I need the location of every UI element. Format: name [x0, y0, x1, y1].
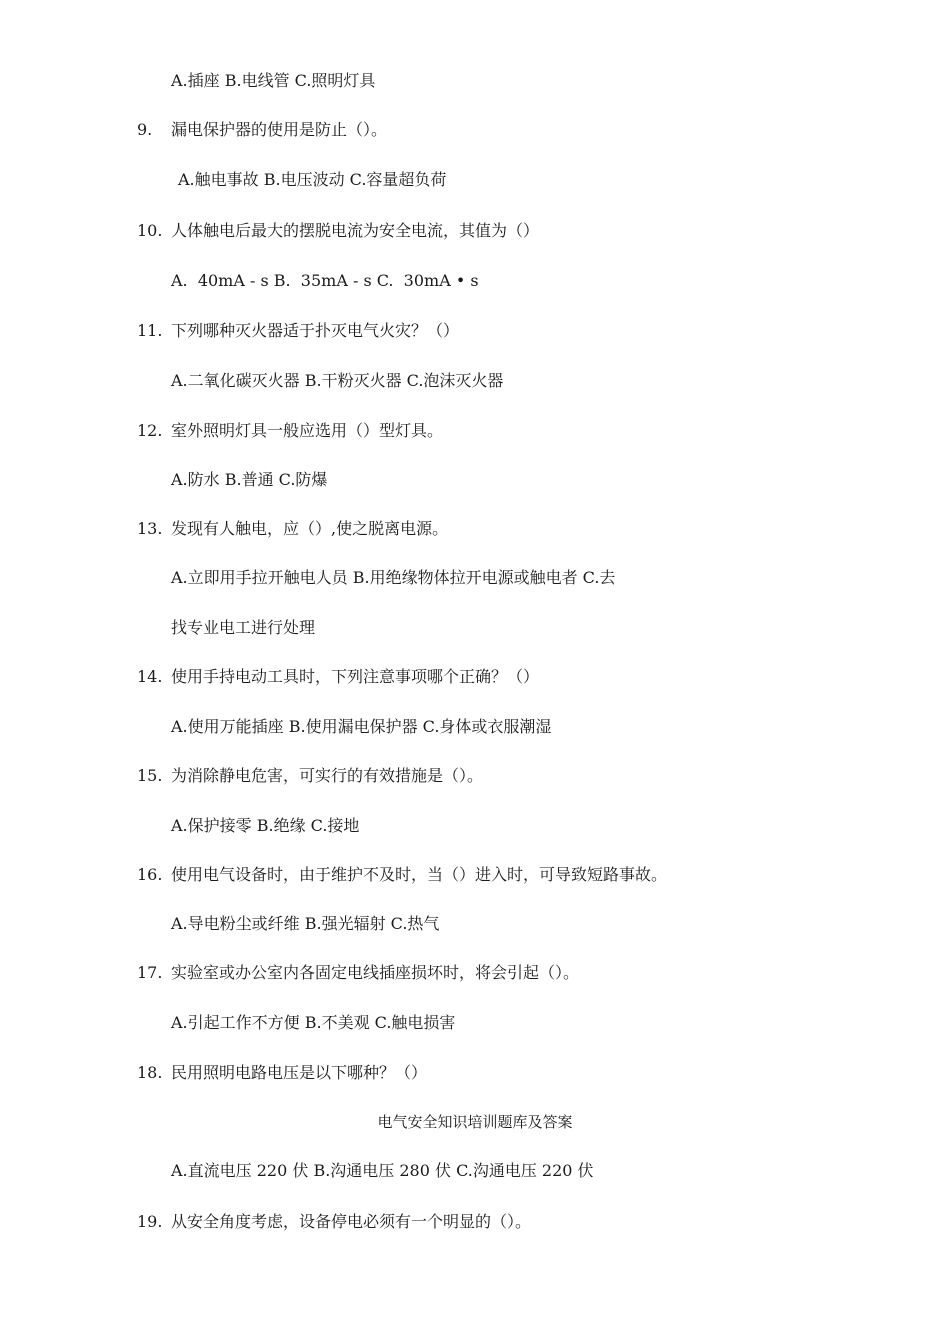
option-text: A.导电粉尘或纤维 B.强光辐射 C.热气	[171, 914, 440, 933]
question-number: 13.	[137, 519, 163, 538]
question-text: 人体触电后最大的摆脱电流为安全电流，其值为（）	[171, 221, 540, 240]
question-14	[137, 666, 539, 688]
option-text: A.直流电压 220 伏 B.沟通电压 280 伏 C.沟通电压 220 伏	[171, 1161, 594, 1180]
answer-options-10	[171, 270, 479, 292]
option-text: A.保护接零 B.绝缘 C.接地	[171, 816, 360, 835]
question-number: 11.	[137, 321, 163, 340]
question-text: 民用照明电路电压是以下哪种？（）	[171, 1063, 428, 1082]
question-text: 室外照明灯具一般应选用（）型灯具。	[171, 421, 444, 440]
question-11	[137, 320, 459, 342]
question-text: 为消除静电危害，可实行的有效措施是（）。	[171, 766, 484, 785]
question-text: 实验室或办公室内各固定电线插座损坏时，将会引起（）。	[171, 963, 580, 982]
question-number: 19.	[137, 1212, 163, 1231]
question-text: 下列哪种灭火器适于扑灭电气火灾？（）	[171, 321, 460, 340]
answer-options-11	[171, 370, 503, 392]
question-text: 使用电气设备时，由于维护不及时，当（）进入时，可导致短路事故。	[171, 865, 668, 884]
answer-options-13-continued	[171, 617, 315, 639]
option-text: A.插座 B.电线管 C.照明灯具	[171, 71, 376, 90]
question-text: 发现有人触电，应（）,使之脱离电源。	[171, 519, 449, 538]
question-number: 16.	[137, 865, 163, 884]
question-19	[137, 1211, 531, 1233]
question-text: 漏电保护器的使用是防止（）。	[171, 120, 388, 139]
question-15	[137, 765, 483, 787]
question-18	[137, 1062, 427, 1084]
question-16	[137, 864, 667, 886]
question-number: 17.	[137, 963, 163, 982]
option-text: A.防水 B.普通 C.防爆	[171, 470, 328, 489]
option-text: A. 40mA - s B. 35mA - s C. 30mA • s	[171, 271, 479, 290]
question-text: 使用手持电动工具时，下列注意事项哪个正确？（）	[171, 667, 540, 686]
question-13	[137, 518, 448, 540]
option-text: A.二氧化碳灭火器 B.干粉灭火器 C.泡沫灭火器	[171, 371, 504, 390]
question-10	[137, 220, 539, 242]
option-text: A.立即用手拉开触电人员 B.用绝缘物体拉开电源或触电者 C.去	[171, 568, 616, 587]
answer-options-18	[171, 1160, 594, 1182]
question-number: 18.	[137, 1063, 163, 1082]
question-number: 10.	[137, 221, 163, 240]
question-text: 从安全角度考虑，设备停电必须有一个明显的（）。	[171, 1212, 532, 1231]
question-number: 15.	[137, 766, 163, 785]
option-text: A.引起工作不方便 B.不美观 C.触电损害	[171, 1013, 456, 1032]
question-17	[137, 962, 579, 984]
option-text: 找专业电工进行处理	[171, 618, 316, 637]
option-text: A.使用万能插座 B.使用漏电保护器 C.身体或衣服潮湿	[171, 717, 552, 736]
question-number: 9.	[137, 120, 153, 139]
answer-options-15	[171, 815, 359, 837]
answer-options-17	[171, 1012, 455, 1034]
question-number: 14.	[137, 667, 163, 686]
answer-options-8	[171, 70, 375, 92]
question-9	[137, 119, 387, 141]
option-text: A.触电事故 B.电压波动 C.容量超负荷	[178, 170, 447, 189]
question-12	[137, 420, 443, 442]
question-number: 12.	[137, 421, 163, 440]
document-title: 电气安全知识培训题库及答案	[377, 1113, 573, 1131]
answer-options-14	[171, 716, 551, 738]
answer-options-9	[178, 169, 446, 191]
answer-options-13	[171, 567, 615, 589]
answer-options-12	[171, 469, 327, 491]
answer-options-16	[171, 913, 439, 935]
